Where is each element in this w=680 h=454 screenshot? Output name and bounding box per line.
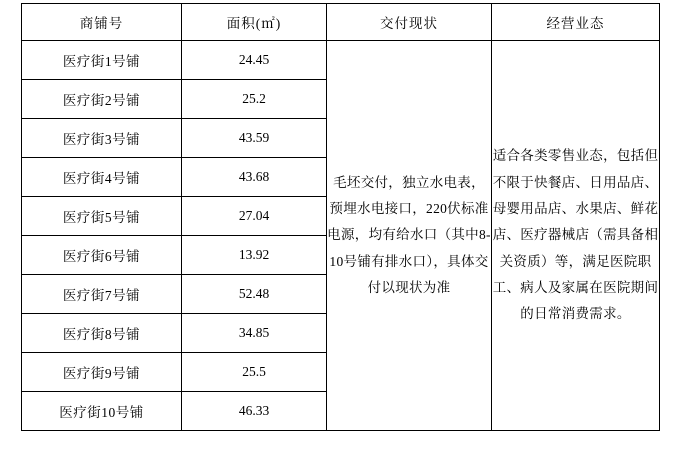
shop-list-table bbox=[21, 3, 660, 431]
cell-area: 43.59 bbox=[182, 119, 327, 158]
cell-area: 52.48 bbox=[182, 275, 327, 314]
cell-shop-no: 医疗街7号铺 bbox=[22, 275, 182, 314]
cell-area: 25.2 bbox=[182, 80, 327, 119]
cell-area: 46.33 bbox=[182, 392, 327, 431]
column-header-delivery: 交付现状 bbox=[327, 4, 492, 41]
table-header bbox=[22, 4, 660, 41]
table-row bbox=[22, 41, 660, 80]
cell-area: 24.45 bbox=[182, 41, 327, 80]
cell-area: 27.04 bbox=[182, 197, 327, 236]
cell-shop-no: 医疗街6号铺 bbox=[22, 236, 182, 275]
column-header-area: 面积(㎡) bbox=[182, 4, 327, 41]
table-body bbox=[22, 41, 660, 431]
cell-shop-no: 医疗街1号铺 bbox=[22, 41, 182, 80]
cell-business-type: 适合各类零售业态，包括但不限于快餐店、日用品店、母婴用品店、水果店、鲜花店、医疗器械店（需具备相关资质）等，满足医院职工、病人及家属在医院期间的日常消费需求。 bbox=[492, 41, 660, 431]
column-header-shop-no: 商铺号 bbox=[22, 4, 182, 41]
cell-shop-no: 医疗街8号铺 bbox=[22, 314, 182, 353]
cell-area: 13.92 bbox=[182, 236, 327, 275]
cell-shop-no: 医疗街4号铺 bbox=[22, 158, 182, 197]
cell-delivery-status: 毛坯交付，独立水电表，预埋水电接口，220伏标准电源，均有给水口（其中8-10号铺有排水口），具体交付以现状为准 bbox=[327, 41, 492, 431]
cell-area: 34.85 bbox=[182, 314, 327, 353]
cell-shop-no: 医疗街9号铺 bbox=[22, 353, 182, 392]
cell-shop-no: 医疗街2号铺 bbox=[22, 80, 182, 119]
cell-area: 25.5 bbox=[182, 353, 327, 392]
cell-shop-no: 医疗街5号铺 bbox=[22, 197, 182, 236]
cell-shop-no: 医疗街3号铺 bbox=[22, 119, 182, 158]
column-header-business: 经营业态 bbox=[492, 4, 660, 41]
cell-shop-no: 医疗街10号铺 bbox=[22, 392, 182, 431]
header-row bbox=[22, 4, 660, 41]
document-page bbox=[0, 3, 680, 454]
cell-area: 43.68 bbox=[182, 158, 327, 197]
